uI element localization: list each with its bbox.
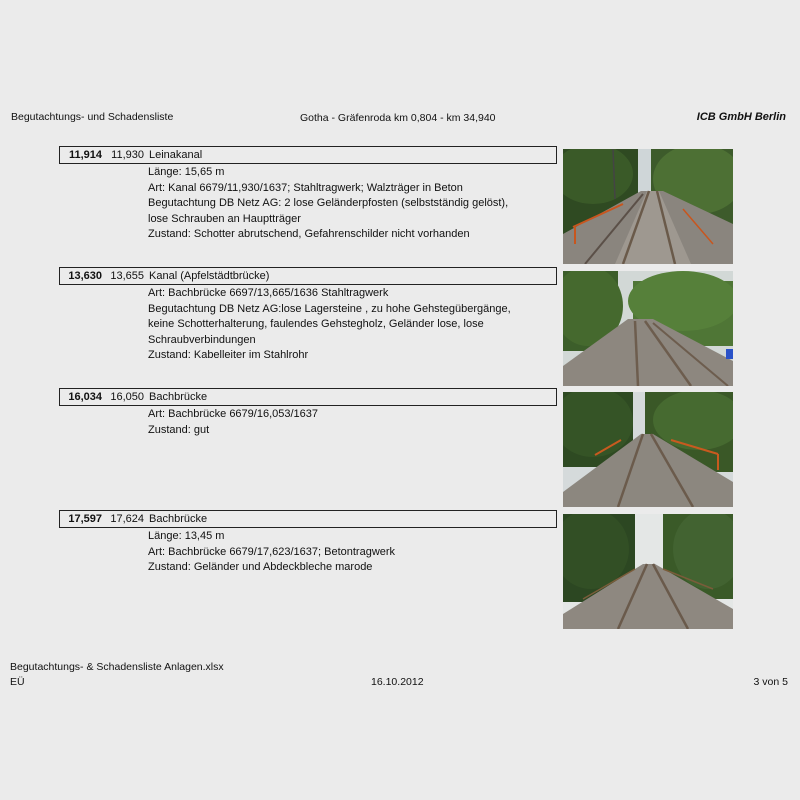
detail-line: Zustand: Kabelleiter im Stahlrohr: [148, 349, 309, 361]
entry-title: Leinakanal: [149, 149, 203, 161]
km-start: 13,630: [68, 270, 102, 282]
footer-page-number: 3 von 5: [753, 676, 788, 688]
km-end: 17,624: [110, 513, 144, 525]
detail-line: Art: Bachbrücke 6697/13,665/1636 Stahltragwerk: [148, 287, 389, 299]
km-end: 16,050: [110, 391, 144, 403]
track-photo-1: [563, 149, 733, 264]
footer-filename: Begutachtungs- & Schadensliste Anlagen.xlsx: [10, 661, 224, 673]
entry-title: Bachbrücke: [149, 513, 208, 525]
detail-line: lose Schrauben an Hauptträger: [148, 212, 301, 225]
detail-line: Länge: 15,65 m: [148, 166, 225, 178]
track-photo-4: [563, 514, 733, 629]
km-start: 11,914: [68, 149, 102, 161]
entry-4: [59, 510, 557, 576]
entry-1-header-bar: [59, 146, 557, 164]
detail-line: Zustand: Schotter abrutschend, Gefahrenschilder nicht vorhanden: [148, 228, 470, 240]
track-photo-2: [563, 271, 733, 386]
entry-4-details: [59, 528, 557, 576]
detail-line: Art: Bachbrücke 6679/17,623/1637; Betontragwerk: [148, 545, 396, 558]
entry-3-header-bar: [59, 388, 557, 406]
detail-line: Art: Kanal 6679/11,930/1637; Stahltragwerk; Walzträger in Beton: [148, 181, 463, 194]
entry-4-header-bar: [59, 510, 557, 528]
entry-2-header-bar: [59, 267, 557, 285]
km-end: 13,655: [110, 270, 144, 282]
header-route: Gotha - Gräfenroda km 0,804 - km 34,940: [300, 112, 496, 124]
footer-date: 16.10.2012: [371, 676, 424, 688]
km-end: 11,930: [111, 149, 144, 161]
detail-line: Begutachtung DB Netz AG:lose Lagersteine , zu hohe Gehstegübergänge,: [148, 302, 511, 315]
detail-line: Schraubverbindungen: [148, 333, 256, 346]
entry-title: Kanal (Apfelstädtbrücke): [149, 270, 270, 282]
entry-2-details: [59, 285, 557, 364]
detail-line: Begutachtung DB Netz AG: 2 lose Geländerpfosten (selbstständig gelöst),: [148, 197, 509, 209]
entry-title: Bachbrücke: [149, 391, 208, 403]
entry-3: [59, 388, 557, 438]
detail-line: keine Schotterhalterung, faulendes Gehstegholz, Geländer lose, lose: [148, 318, 484, 330]
km-start: 17,597: [68, 513, 102, 525]
track-photo-3: [563, 392, 733, 507]
entry-3-details: [59, 406, 557, 438]
detail-line: Zustand: Geländer und Abdeckbleche marode: [148, 561, 373, 573]
km-start: 16,034: [68, 391, 102, 403]
header-left-title: Begutachtungs- und Schadensliste: [11, 111, 174, 123]
header-company: ICB GmbH Berlin: [696, 111, 786, 123]
entry-1-details: [59, 164, 557, 243]
entry-2: [59, 267, 557, 364]
footer-label: EÜ: [10, 676, 25, 688]
detail-line: Zustand: gut: [148, 423, 210, 436]
entry-1: [59, 146, 557, 243]
detail-line: Länge: 13,45 m: [148, 530, 225, 542]
detail-line: Art: Bachbrücke 6679/16,053/1637: [148, 408, 319, 420]
